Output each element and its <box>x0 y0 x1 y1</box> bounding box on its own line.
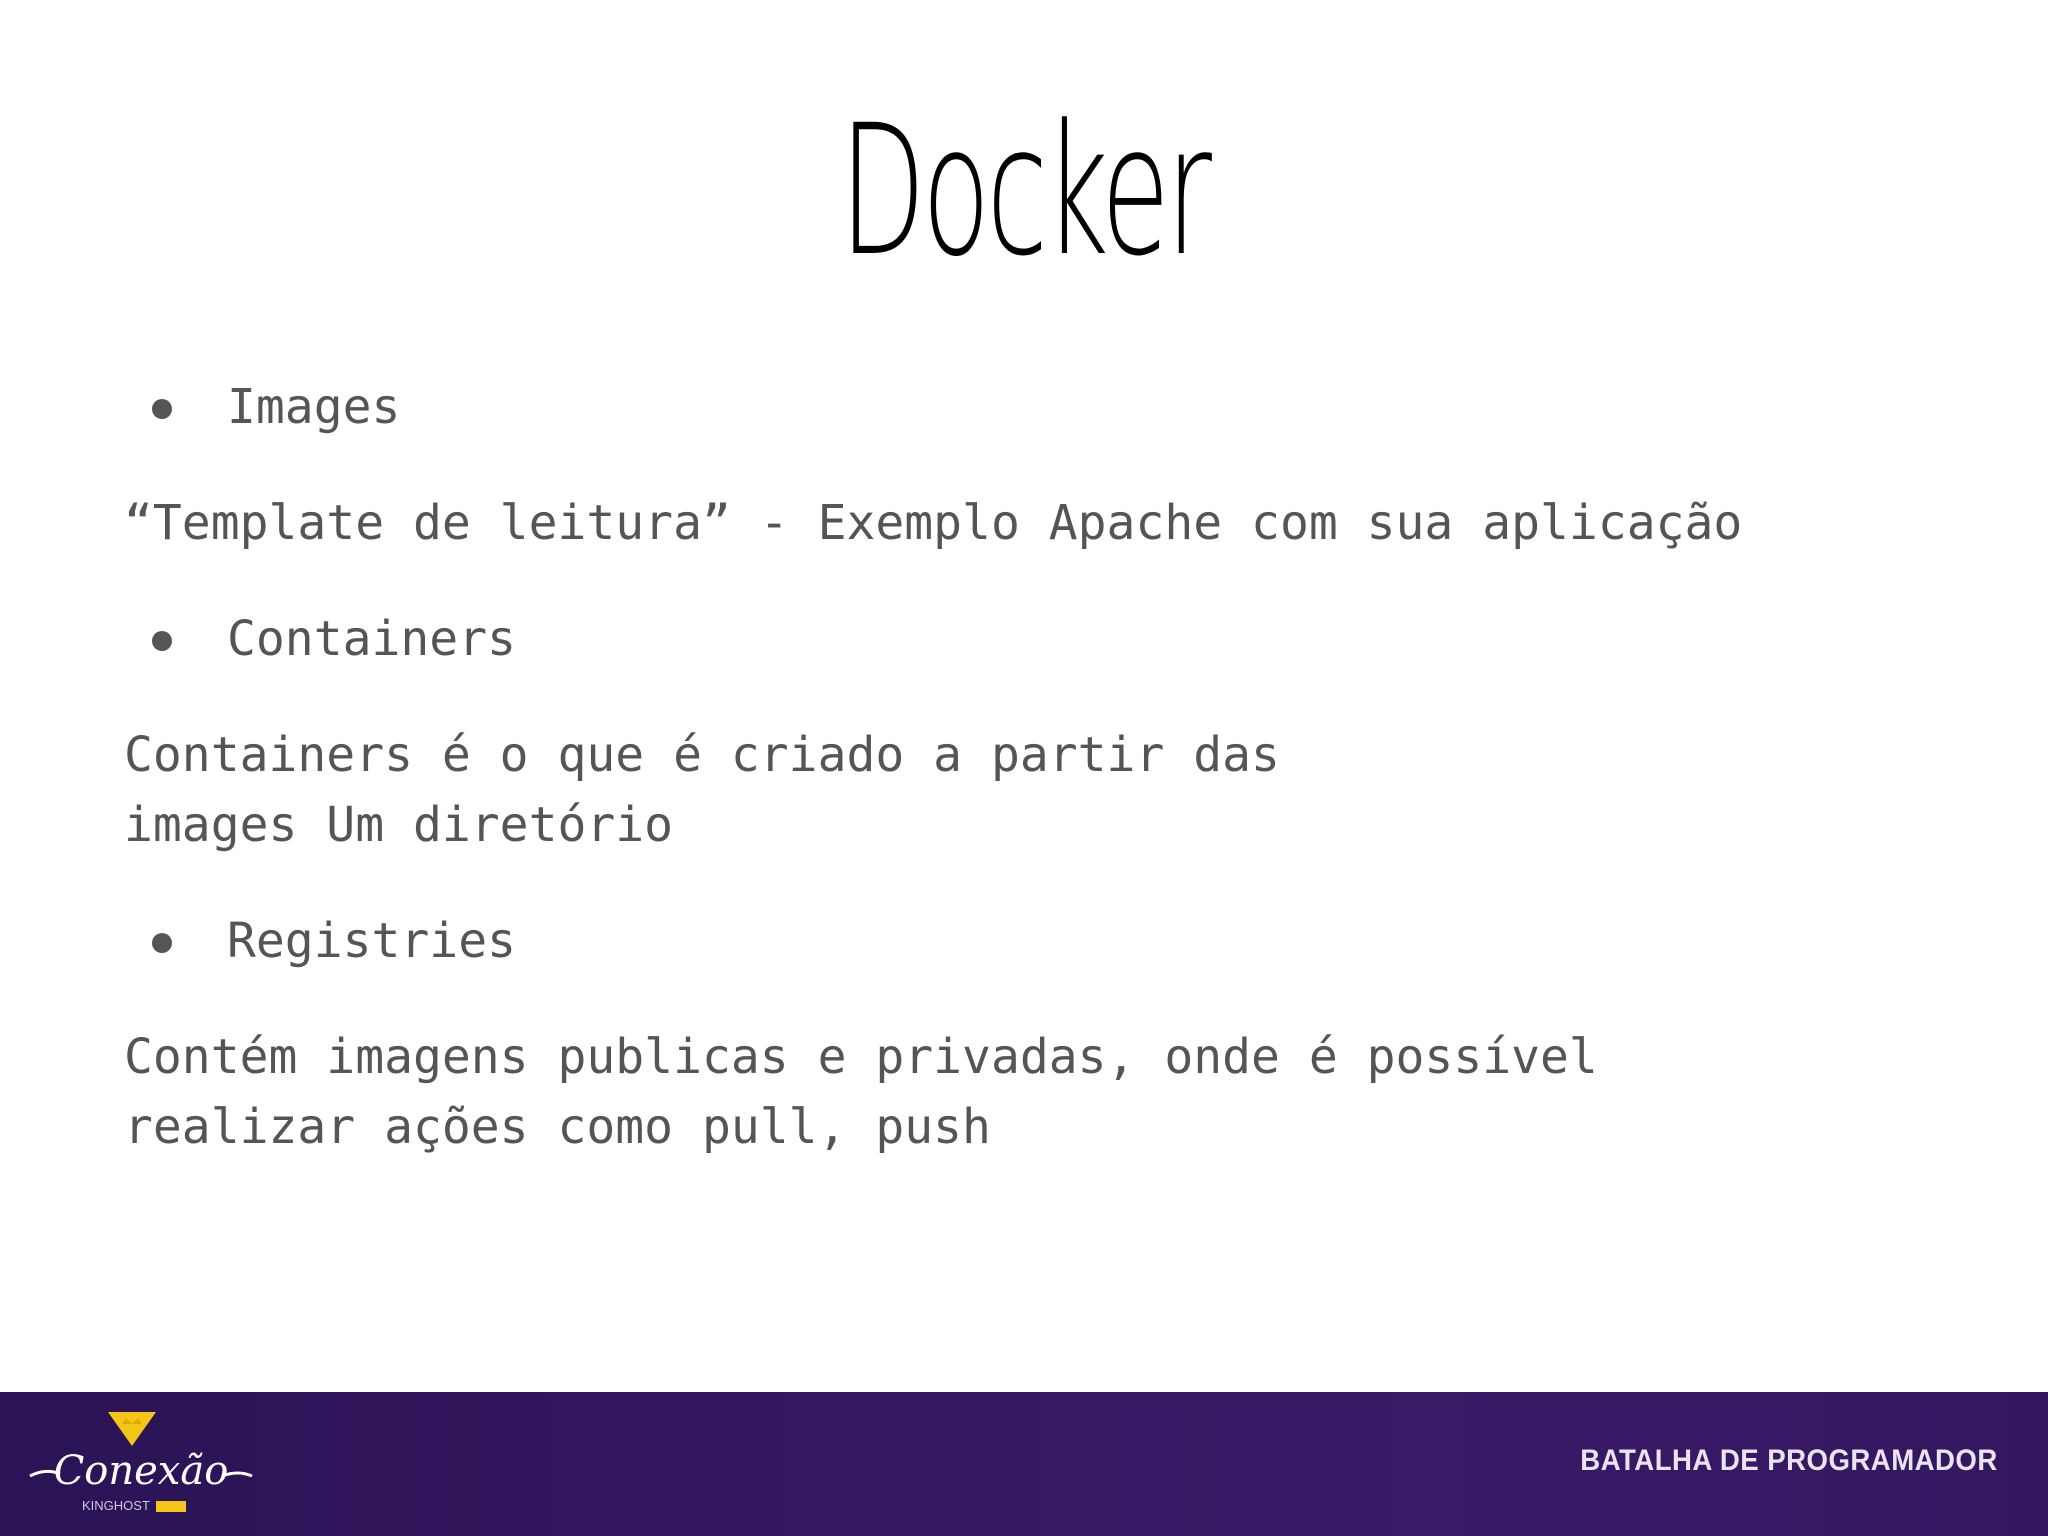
slide-title <box>389 87 1659 296</box>
event-name: BATALHA DE PROGRAMADOR <box>1580 1444 1998 1477</box>
bullet-dot-icon <box>152 399 172 419</box>
conexao-logo <box>26 1406 256 1526</box>
svg-text:Conexão: Conexão <box>53 1448 229 1494</box>
bullet-label: Registries <box>227 913 516 969</box>
bullet-label: Containers <box>227 611 516 667</box>
description-paragraph: Contém imagens publicas e privadas, onde é possível realizar ações como pull, push <box>124 1029 1598 1155</box>
svg-text:KINGHOST: KINGHOST <box>82 1498 150 1513</box>
slide-title-text: Docker <box>839 87 1209 296</box>
bullet-dot-icon <box>152 933 172 953</box>
description-paragraph: Containers é o que é criado a partir das images Um diretório <box>124 727 1280 853</box>
slide-content <box>124 372 1924 1208</box>
footer-bar <box>0 1392 2048 1536</box>
bullet-item-registries <box>124 906 1924 976</box>
bullet-dot-icon <box>152 631 172 651</box>
description-paragraph: “Template de leitura” - Exemplo Apache com sua aplicação <box>124 495 1743 551</box>
bullet-label: Images <box>227 379 401 435</box>
bullet-item-images <box>124 372 1924 442</box>
bullet-item-containers <box>124 604 1924 674</box>
